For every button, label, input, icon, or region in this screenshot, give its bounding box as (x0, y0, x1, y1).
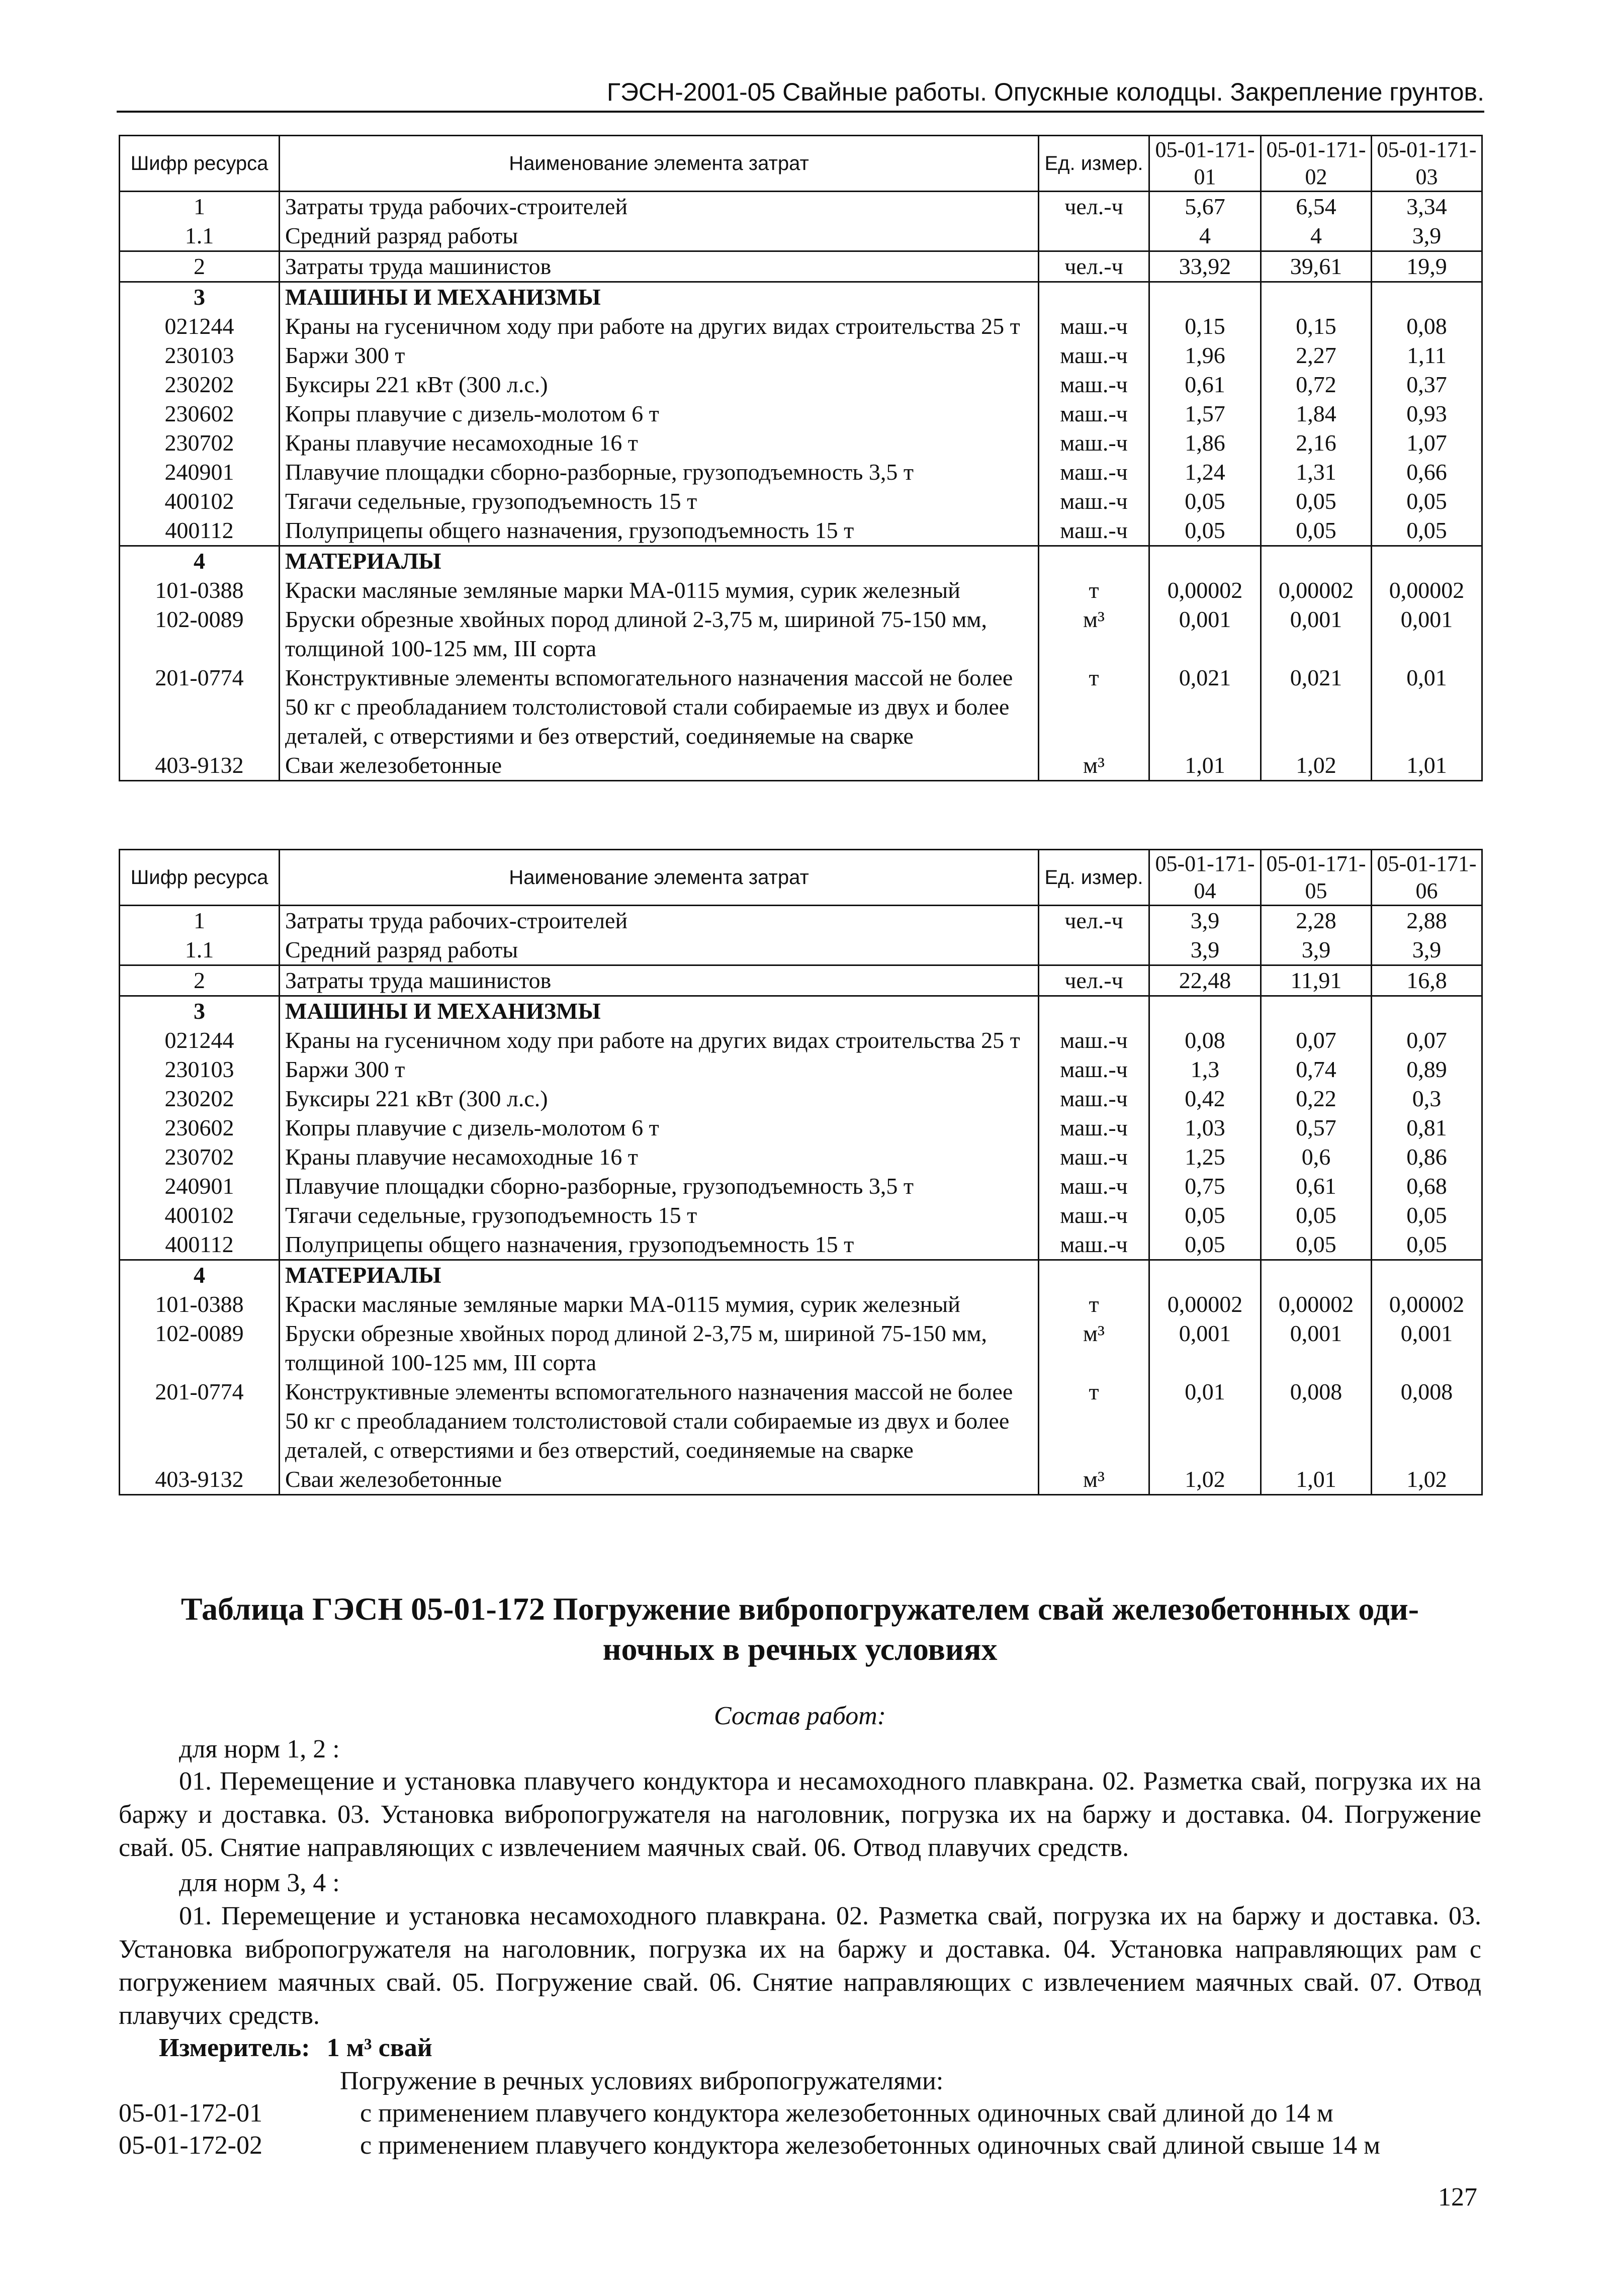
cell-value: 0,89 (1372, 1055, 1482, 1084)
resource-table-2 (119, 849, 1483, 1495)
cell-value: 0,008 (1261, 1377, 1372, 1465)
table-row (120, 1201, 1482, 1230)
table-title-line: Таблица ГЭСН 05-01-172 Погружение вибропогружателем свай железобетонных оди- (181, 1591, 1419, 1627)
cell-value: 0,01 (1149, 1377, 1261, 1465)
cell-code: 102-0089 (120, 1319, 280, 1377)
cell-value: 0,72 (1261, 370, 1372, 399)
cell-value: 0,00002 (1149, 1290, 1261, 1319)
cell-name: Затраты труда рабочих-строителей (280, 906, 1039, 936)
cell-value (1261, 996, 1372, 1026)
table-row (120, 1084, 1482, 1113)
cell-value: 1,31 (1261, 458, 1372, 487)
cell-value (1149, 546, 1261, 576)
cell-value: 0,81 (1372, 1113, 1482, 1142)
cell-value (1372, 996, 1482, 1026)
cell-value: 2,16 (1261, 428, 1372, 458)
table-row (120, 1142, 1482, 1172)
cell-name: Краны на гусеничном ходу при работе на других видах строительства 25 т (280, 1026, 1039, 1055)
cell-unit: т (1039, 576, 1149, 605)
header-code: Шифр ресурса (120, 850, 280, 906)
table-row (120, 751, 1482, 781)
table-row (120, 906, 1482, 936)
cell-code: 240901 (120, 1172, 280, 1201)
norms-a-label: для норм 1, 2 : (179, 1735, 340, 1763)
norms-b-label: для норм 3, 4 : (179, 1869, 340, 1897)
cell-value: 1,01 (1149, 751, 1261, 781)
cell-value: 0,021 (1149, 663, 1261, 751)
cell-value: 4 (1261, 221, 1372, 251)
norm-item-text: с применением плавучего кондуктора железобетонных одиночных свай длиной свыше 14 м (360, 2131, 1381, 2160)
cell-value: 0,6 (1261, 1142, 1372, 1172)
header-norm: 05-01-171-02 (1261, 136, 1372, 192)
cell-unit: чел.-ч (1039, 965, 1149, 996)
cell-code: 230202 (120, 1084, 280, 1113)
cell-unit: маш.-ч (1039, 1142, 1149, 1172)
cell-unit: м³ (1039, 751, 1149, 781)
cell-value: 1,86 (1149, 428, 1261, 458)
cell-value: 3,9 (1149, 906, 1261, 936)
cell-value: 0,61 (1261, 1172, 1372, 1201)
cell-value: 0,05 (1372, 516, 1482, 546)
header-norm: 05-01-171-05 (1261, 850, 1372, 906)
cell-unit: маш.-ч (1039, 516, 1149, 546)
table-row (120, 341, 1482, 370)
cell-code: 403-9132 (120, 1465, 280, 1495)
cell-code: 1.1 (120, 221, 280, 251)
cell-unit: маш.-ч (1039, 428, 1149, 458)
cell-name: Краны на гусеничном ходу при работе на других видах строительства 25 т (280, 312, 1039, 341)
table-row (120, 546, 1482, 576)
cell-unit: т (1039, 1377, 1149, 1465)
cell-value: 2,27 (1261, 341, 1372, 370)
cell-code: 101-0388 (120, 576, 280, 605)
cell-value: 0,05 (1261, 1201, 1372, 1230)
cell-code: 403-9132 (120, 751, 280, 781)
cell-value: 1,84 (1261, 399, 1372, 428)
cell-value (1372, 282, 1482, 312)
cell-value: 1,07 (1372, 428, 1482, 458)
cell-value: 0,001 (1149, 1319, 1261, 1377)
cell-name: Краски масляные земляные марки МА-0115 мумия, сурик железный (280, 576, 1039, 605)
page-number: 127 (1438, 2183, 1477, 2212)
cell-value: 19,9 (1372, 251, 1482, 282)
cell-value: 3,9 (1372, 935, 1482, 965)
cell-value: 6,54 (1261, 192, 1372, 222)
cell-value: 1,02 (1149, 1465, 1261, 1495)
cell-code: 201-0774 (120, 1377, 280, 1465)
table-row (120, 576, 1482, 605)
cell-value: 4 (1149, 221, 1261, 251)
cell-unit: маш.-ч (1039, 1201, 1149, 1230)
cell-value (1372, 546, 1482, 576)
cell-name: Средний разряд работы (280, 221, 1039, 251)
cell-value: 0,00002 (1261, 576, 1372, 605)
cell-value (1261, 282, 1372, 312)
cell-unit: м³ (1039, 605, 1149, 663)
cell-code: 021244 (120, 1026, 280, 1055)
cell-code: 4 (120, 546, 280, 576)
cell-value: 0,05 (1372, 1230, 1482, 1260)
cell-value (1149, 1260, 1261, 1290)
cell-name: МАШИНЫ И МЕХАНИЗМЫ (280, 996, 1039, 1026)
cell-name: Сваи железобетонные (280, 751, 1039, 781)
cell-code: 2 (120, 965, 280, 996)
table-row (120, 605, 1482, 663)
cell-value: 0,15 (1149, 312, 1261, 341)
cell-value: 16,8 (1372, 965, 1482, 996)
cell-code: 102-0089 (120, 605, 280, 663)
cell-value: 0,07 (1372, 1026, 1482, 1055)
cell-unit: чел.-ч (1039, 906, 1149, 936)
cell-unit: маш.-ч (1039, 458, 1149, 487)
header-name: Наименование элемента затрат (280, 136, 1039, 192)
cell-value: 1,02 (1261, 751, 1372, 781)
header-code: Шифр ресурса (120, 136, 280, 192)
table-row (120, 1465, 1482, 1495)
table-row (120, 935, 1482, 965)
cell-code: 4 (120, 1260, 280, 1290)
cell-unit (1039, 282, 1149, 312)
cell-name: Тягачи седельные, грузоподъемность 15 т (280, 1201, 1039, 1230)
cell-unit: маш.-ч (1039, 1113, 1149, 1142)
header-norm: 05-01-171-06 (1372, 850, 1482, 906)
table-row (120, 965, 1482, 996)
cell-name: Плавучие площадки сборно-разборные, грузоподъемность 3,5 т (280, 1172, 1039, 1201)
cell-value: 3,34 (1372, 192, 1482, 222)
table-row (120, 663, 1482, 751)
cell-value: 0,021 (1261, 663, 1372, 751)
table-row (120, 399, 1482, 428)
cell-name: Затраты труда машинистов (280, 251, 1039, 282)
cell-unit: маш.-ч (1039, 312, 1149, 341)
cell-name: Копры плавучие с дизель-молотом 6 т (280, 399, 1039, 428)
cell-value: 0,37 (1372, 370, 1482, 399)
cell-code: 1 (120, 906, 280, 936)
table-row (120, 516, 1482, 546)
cell-code: 400102 (120, 487, 280, 516)
cell-unit: м³ (1039, 1465, 1149, 1495)
table-row (120, 221, 1482, 251)
cell-value: 0,008 (1372, 1377, 1482, 1465)
cell-value: 0,00002 (1261, 1290, 1372, 1319)
header-norm: 05-01-171-03 (1372, 136, 1482, 192)
cell-value: 1,11 (1372, 341, 1482, 370)
cell-value: 0,15 (1261, 312, 1372, 341)
cell-value: 0,57 (1261, 1113, 1372, 1142)
cell-value: 0,001 (1372, 605, 1482, 663)
subheading: Погружение в речных условиях вибропогружателями: (340, 2067, 944, 2095)
cell-name: Затраты труда рабочих-строителей (280, 192, 1039, 222)
cell-value: 0,3 (1372, 1084, 1482, 1113)
cell-code: 2 (120, 251, 280, 282)
norm-item-code: 05-01-172-02 (119, 2131, 262, 2160)
cell-value: 1,01 (1261, 1465, 1372, 1495)
cell-value (1149, 996, 1261, 1026)
table-row (120, 487, 1482, 516)
cell-unit (1039, 221, 1149, 251)
cell-name: МАШИНЫ И МЕХАНИЗМЫ (280, 282, 1039, 312)
cell-value: 0,05 (1149, 487, 1261, 516)
cell-value: 0,001 (1261, 1319, 1372, 1377)
cell-value: 0,05 (1261, 516, 1372, 546)
cell-value: 0,05 (1261, 487, 1372, 516)
cell-value: 1,3 (1149, 1055, 1261, 1084)
cell-value: 0,05 (1149, 1230, 1261, 1260)
cell-unit: маш.-ч (1039, 399, 1149, 428)
cell-name: Буксиры 221 кВт (300 л.с.) (280, 1084, 1039, 1113)
cell-value: 3,9 (1261, 935, 1372, 965)
table-row (120, 312, 1482, 341)
cell-unit: маш.-ч (1039, 1055, 1149, 1084)
cell-unit: т (1039, 1290, 1149, 1319)
cell-name: Баржи 300 т (280, 1055, 1039, 1084)
cell-value: 2,88 (1372, 906, 1482, 936)
cell-unit (1039, 935, 1149, 965)
cell-unit: чел.-ч (1039, 251, 1149, 282)
cell-unit (1039, 1260, 1149, 1290)
cell-name: Тягачи седельные, грузоподъемность 15 т (280, 487, 1039, 516)
cell-value: 1,02 (1372, 1465, 1482, 1495)
cell-value: 0,74 (1261, 1055, 1372, 1084)
cell-value: 0,00002 (1149, 576, 1261, 605)
cell-value (1149, 282, 1261, 312)
norms-b-text: 01. Перемещение и установка несамоходного плавкрана. 02. Разметка свай, погрузка их на баржу и доставка. 03. Установка вибропогружателя на наголовник, погрузка их на баржу и доставка. 04. Установка направляющих рам с погружением маячных свай. 05. Погружение свай. 06. Снятие направляющих с извлечением маячных свай. 07. Отвод плавучих средств. (119, 1902, 1481, 2030)
cell-name: Бруски обрезные хвойных пород длиной 2-3,75 м, шириной 75-150 мм, толщиной 100-125 мм, III сорта (280, 605, 1039, 663)
cell-value: 2,28 (1261, 906, 1372, 936)
cell-code: 3 (120, 996, 280, 1026)
table-row (120, 1290, 1482, 1319)
cell-unit (1039, 996, 1149, 1026)
cell-code: 1.1 (120, 935, 280, 965)
cell-code: 101-0388 (120, 1290, 280, 1319)
composition-heading: Состав работ: (713, 1702, 886, 1730)
cell-value: 0,22 (1261, 1084, 1372, 1113)
table-row (120, 428, 1482, 458)
cell-unit: м³ (1039, 1319, 1149, 1377)
cell-unit: маш.-ч (1039, 341, 1149, 370)
cell-value: 1,57 (1149, 399, 1261, 428)
cell-name: МАТЕРИАЛЫ (280, 546, 1039, 576)
table-row (120, 1172, 1482, 1201)
cell-value: 3,9 (1149, 935, 1261, 965)
table-row (120, 1230, 1482, 1260)
cell-unit (1039, 546, 1149, 576)
cell-value: 0,05 (1149, 516, 1261, 546)
table-row (120, 370, 1482, 399)
cell-value: 0,05 (1149, 1201, 1261, 1230)
header-norm: 05-01-171-04 (1149, 850, 1261, 906)
cell-code: 400112 (120, 516, 280, 546)
cell-value (1261, 546, 1372, 576)
cell-unit: чел.-ч (1039, 192, 1149, 222)
cell-code: 230202 (120, 370, 280, 399)
table-row (120, 192, 1482, 222)
cell-unit: т (1039, 663, 1149, 751)
meter-value: 1 м³ свай (326, 2034, 432, 2062)
cell-code: 021244 (120, 312, 280, 341)
cell-name: Конструктивные элементы вспомогательного назначения массой не более 50 кг с преобладанием толстолистовой стали собираемые из двух и более деталей, с отверстиями и без отверстий, соединяемые на сварке (280, 663, 1039, 751)
cell-name: МАТЕРИАЛЫ (280, 1260, 1039, 1290)
cell-value: 0,61 (1149, 370, 1261, 399)
cell-code: 400112 (120, 1230, 280, 1260)
cell-value: 0,86 (1372, 1142, 1482, 1172)
cell-name: Средний разряд работы (280, 935, 1039, 965)
cell-value: 0,08 (1372, 312, 1482, 341)
cell-value: 1,03 (1149, 1113, 1261, 1142)
resource-table-1 (119, 135, 1483, 781)
cell-value: 0,68 (1372, 1172, 1482, 1201)
norm-item-code: 05-01-172-01 (119, 2099, 262, 2128)
header-unit: Ед. измер. (1039, 850, 1149, 906)
cell-code: 230103 (120, 1055, 280, 1084)
cell-name: Плавучие площадки сборно-разборные, грузоподъемность 3,5 т (280, 458, 1039, 487)
cell-code: 400102 (120, 1201, 280, 1230)
cell-unit: маш.-ч (1039, 1026, 1149, 1055)
cell-value: 0,001 (1261, 605, 1372, 663)
cell-name: Баржи 300 т (280, 341, 1039, 370)
header-unit: Ед. измер. (1039, 136, 1149, 192)
cell-value: 39,61 (1261, 251, 1372, 282)
cell-name: Буксиры 221 кВт (300 л.с.) (280, 370, 1039, 399)
cell-value: 0,00002 (1372, 1290, 1482, 1319)
table-row (120, 1377, 1482, 1465)
table-row (120, 1319, 1482, 1377)
cell-value: 0,07 (1261, 1026, 1372, 1055)
cell-value: 33,92 (1149, 251, 1261, 282)
cell-name: Краски масляные земляные марки МА-0115 мумия, сурик железный (280, 1290, 1039, 1319)
cell-value: 0,01 (1372, 663, 1482, 751)
cell-name: Конструктивные элементы вспомогательного назначения массой не более 50 кг с преобладанием толстолистовой стали собираемые из двух и более деталей, с отверстиями и без отверстий, соединяемые на сварке (280, 1377, 1039, 1465)
table-row (120, 458, 1482, 487)
cell-value: 1,01 (1372, 751, 1482, 781)
cell-name: Краны плавучие несамоходные 16 т (280, 428, 1039, 458)
table-row (120, 1260, 1482, 1290)
cell-name: Краны плавучие несамоходные 16 т (280, 1142, 1039, 1172)
cell-code: 230702 (120, 1142, 280, 1172)
cell-value: 0,42 (1149, 1084, 1261, 1113)
norm-item-text: с применением плавучего кондуктора железобетонных одиночных свай длиной до 14 м (360, 2099, 1333, 2128)
cell-unit: маш.-ч (1039, 1084, 1149, 1113)
cell-value: 1,96 (1149, 341, 1261, 370)
cell-name: Полуприцепы общего назначения, грузоподъемность 15 т (280, 1230, 1039, 1260)
cell-value: 0,00002 (1372, 576, 1482, 605)
meter-label: Измеритель: (159, 2034, 310, 2062)
meter-line (159, 2032, 432, 2065)
header-name: Наименование элемента затрат (280, 850, 1039, 906)
table-row (120, 251, 1482, 282)
cell-name: Затраты труда машинистов (280, 965, 1039, 996)
cell-value: 22,48 (1149, 965, 1261, 996)
cell-code: 1 (120, 192, 280, 222)
cell-unit: маш.-ч (1039, 487, 1149, 516)
cell-value: 1,25 (1149, 1142, 1261, 1172)
cell-value: 1,24 (1149, 458, 1261, 487)
table-row (120, 1026, 1482, 1055)
cell-name: Сваи железобетонные (280, 1465, 1039, 1495)
cell-code: 201-0774 (120, 663, 280, 751)
cell-value: 5,67 (1149, 192, 1261, 222)
cell-code: 230103 (120, 341, 280, 370)
cell-value: 0,75 (1149, 1172, 1261, 1201)
cell-value (1372, 1260, 1482, 1290)
cell-name: Полуприцепы общего назначения, грузоподъемность 15 т (280, 516, 1039, 546)
running-header: ГЭСН-2001-05 Свайные работы. Опускные колодцы. Закрепление грунтов. (117, 75, 1484, 113)
header-norm: 05-01-171-01 (1149, 136, 1261, 192)
cell-unit: маш.-ч (1039, 370, 1149, 399)
table-title (119, 1589, 1481, 1669)
cell-code: 230602 (120, 399, 280, 428)
cell-code: 240901 (120, 458, 280, 487)
cell-value: 0,08 (1149, 1026, 1261, 1055)
cell-value: 0,05 (1372, 487, 1482, 516)
norms-a-text: 01. Перемещение и установка плавучего кондуктора и несамоходного плавкрана. 02. Разметка свай, погрузка их на баржу и доставка. 03. Установка вибропогружателя на наголовник, погрузка их на баржу и доставка. 04. Погружение свай. 05. Снятие направляющих с извлечением маячных свай. 06. Отвод плавучих средств. (119, 1767, 1481, 1862)
cell-value: 0,05 (1261, 1230, 1372, 1260)
cell-name: Копры плавучие с дизель-молотом 6 т (280, 1113, 1039, 1142)
cell-code: 230702 (120, 428, 280, 458)
cell-value: 0,93 (1372, 399, 1482, 428)
cell-code: 3 (120, 282, 280, 312)
cell-value: 0,001 (1372, 1319, 1482, 1377)
cell-value: 0,66 (1372, 458, 1482, 487)
table-row (120, 1055, 1482, 1084)
cell-value: 3,9 (1372, 221, 1482, 251)
table-title-line: ночных в речных условиях (602, 1631, 998, 1667)
table-row (120, 996, 1482, 1026)
cell-value (1261, 1260, 1372, 1290)
cell-unit: маш.-ч (1039, 1172, 1149, 1201)
table-row (120, 1113, 1482, 1142)
cell-unit: маш.-ч (1039, 1230, 1149, 1260)
cell-value: 11,91 (1261, 965, 1372, 996)
cell-name: Бруски обрезные хвойных пород длиной 2-3,75 м, шириной 75-150 мм, толщиной 100-125 мм, III сорта (280, 1319, 1039, 1377)
cell-code: 230602 (120, 1113, 280, 1142)
cell-value: 0,05 (1372, 1201, 1482, 1230)
table-row (120, 282, 1482, 312)
cell-value: 0,001 (1149, 605, 1261, 663)
